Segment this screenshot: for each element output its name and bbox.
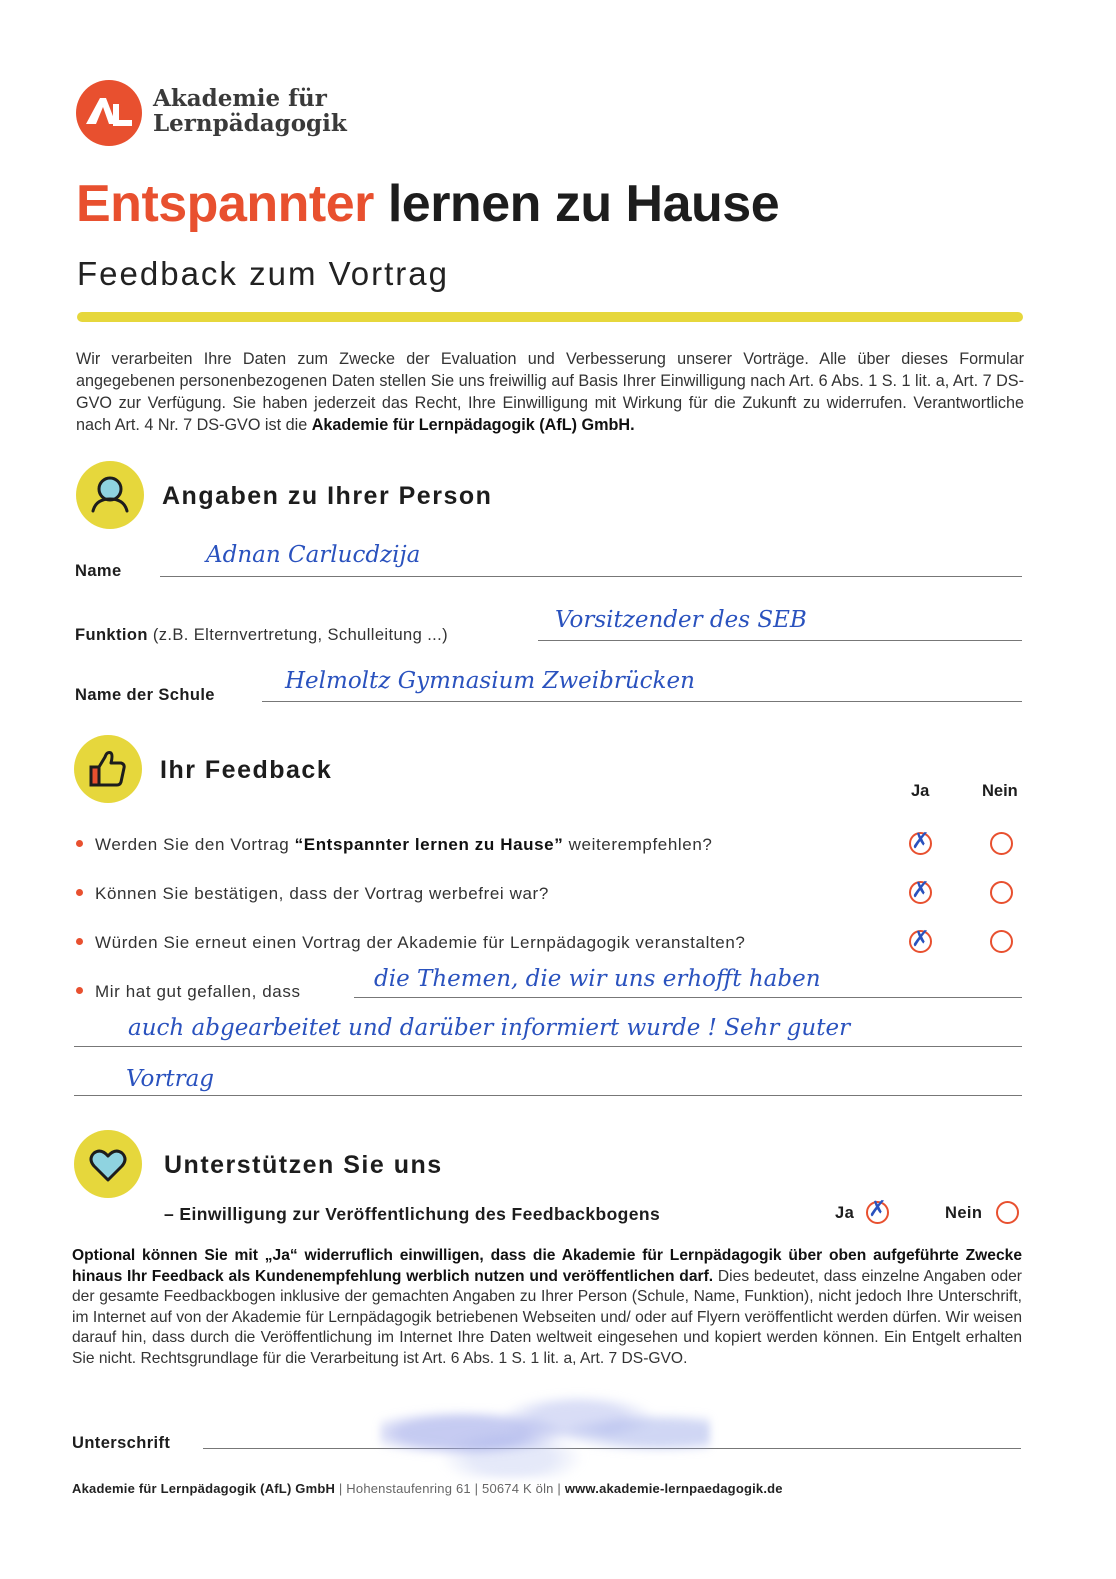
q3-no-radio[interactable] [990,930,1013,953]
school-line [262,701,1022,702]
support-section-title: Unterstützen Sie uns [164,1151,443,1179]
liked-text-2[interactable]: auch abgearbeitet und darüber informiert wurde ! Sehr guter [128,1015,851,1041]
title-accent: Entspannter [76,175,374,233]
footer-street: Hohenstaufenring 61 [346,1481,471,1496]
question-2-text: Können Sie bestätigen, dass der Vortrag werbefrei war? [95,884,549,903]
question-1-title: “Entspannter lernen zu Hause” [294,835,564,854]
q2-yes-mark: ✗ [911,878,930,903]
function-label-text: Funktion [75,626,148,644]
question-3-text: Würden Sie erneut einen Vortrag der Akademie für Lernpädagogik veranstalten? [95,933,746,952]
bullet [76,938,83,945]
column-yes: Ja [911,782,930,800]
q3-yes-mark: ✗ [911,927,930,952]
feedback-section-badge [74,735,142,803]
consent-no-label: Nein [945,1204,983,1222]
thumbs-up-icon [74,735,142,803]
liked-text-1[interactable]: die Themen, die wir uns erhofft haben [374,966,821,992]
school-label: Name der Schule [75,686,215,704]
name-line [160,576,1022,577]
question-2 [76,884,549,904]
footer-sep: | [474,1481,479,1496]
logo-line-1: Akademie für [153,85,327,112]
consent-text-body: Dies bedeutet, dass einzelne Angaben oder der gesamte Feedbackbogen inklusive der gemachten Angaben zu Ihrer Person (Schule, Name, Funktion), nicht jedoch Ihre Unterschrift, im Internet auf von der Akademie für Lernpädagogik betriebenen Webseiten und/ oder auf Flyern veröffentlicht werden dürfen. Wir weisen darauf hin, dass durch die Veröffentlichung im Internet Ihre Daten weltweit eingesehen und kopiert werden können. Ein Entgelt erhalten Sie nicht. Rechtsgrundlage für die Verarbeitung ist Art. 6 Abs. 1 S. 1 lit. a, Art. 7 DS-GVO. [72,1267,1022,1367]
question-1-text-a: Werden Sie den Vortrag [95,835,295,854]
signature-redacted [380,1378,710,1478]
consent-yes-mark: ✗ [868,1197,887,1222]
function-line [538,640,1022,641]
page-title [76,174,779,234]
title-rest: lernen zu Hause [387,175,780,233]
q1-no-radio[interactable] [990,832,1013,855]
consent-yes-label: Ja [835,1204,855,1222]
page-subtitle: Feedback zum Vortrag [77,255,449,292]
liked-prompt [76,982,301,1002]
footer-city: 50674 K öln [482,1481,554,1496]
name-field[interactable]: Adnan Carlucdzija [206,542,421,568]
logo-wordmark [153,86,347,136]
feedback-section-title: Ihr Feedback [160,756,333,784]
title-underline [77,312,1023,322]
q2-no-radio[interactable] [990,881,1013,904]
liked-line-3 [74,1095,1022,1096]
logo-mark [76,80,142,146]
privacy-company: Akademie für Lernpädagogik (AfL) GmbH. [311,416,635,434]
function-hint: (z.B. Elternvertretung, Schulleitung ...) [152,626,449,644]
column-no: Nein [982,782,1018,800]
liked-line-1 [354,997,1022,998]
support-section-badge [74,1130,142,1198]
person-section-title: Angaben zu Ihrer Person [162,482,493,510]
privacy-text: Wir verarbeiten Ihre Daten zum Zwecke der Evaluation und Verbesserung unserer Vorträge. Alle über dieses Formular angegebenen personenbezogenen Daten stellen Sie uns freiwillig auf Basis Ihrer Einwilligung nach Art. 6 Abs. 1 S. 1 lit. a, Art. 7 DS-GVO zur Verfügung. Sie haben jederzeit das Recht, Ihre Einwilligung mit Wirkung für die Zukunft zu widerrufen. Verantwortliche nach Art. 4 Nr. 7 DS-GVO ist die [76,350,1024,434]
liked-line-2 [74,1046,1022,1047]
footer-website[interactable]: www.akademie-lernpaedagogik.de [564,1481,783,1496]
school-field[interactable]: Helmoltz Gymnasium Zweibrücken [285,668,695,694]
bullet [76,889,83,896]
footer-sep: | [338,1481,343,1496]
footer [72,1481,783,1496]
liked-text-3[interactable]: Vortrag [126,1066,215,1092]
person-section-badge [76,461,144,529]
support-subtitle: – Einwilligung zur Veröffentlichung des Feedbackbogens [164,1204,661,1224]
signature-label: Unterschrift [72,1434,171,1452]
consent-text [72,1246,1022,1370]
privacy-notice [76,348,1024,436]
function-label [75,626,448,645]
heart-icon [74,1130,142,1198]
logo-line-2: Lernpädagogik [153,110,347,137]
name-label: Name [75,562,122,580]
consent-text-bold: Optional können Sie mit „Ja“ widerruflich einwilligen, dass die Akademie für Lernpädagogik über oben aufgeführte Zwecke hinaus Ihr Feedback als Kundenempfehlung werblich nutzen und veröffentlichen darf. [72,1247,1022,1285]
question-1 [76,835,712,855]
question-3 [76,933,745,953]
liked-label: Mir hat gut gefallen, dass [95,982,301,1001]
q1-yes-mark: ✗ [911,829,930,854]
footer-sep: | [557,1481,561,1496]
consent-no-radio[interactable] [996,1201,1019,1224]
bullet [76,840,83,847]
bullet [76,987,83,994]
question-1-text-b: weiterempfehlen? [563,835,713,854]
logo-al-icon [76,80,142,146]
person-icon [76,461,144,529]
footer-company: Akademie für Lernpädagogik (AfL) GmbH [72,1481,336,1496]
function-field[interactable]: Vorsitzender des SEB [555,607,807,633]
